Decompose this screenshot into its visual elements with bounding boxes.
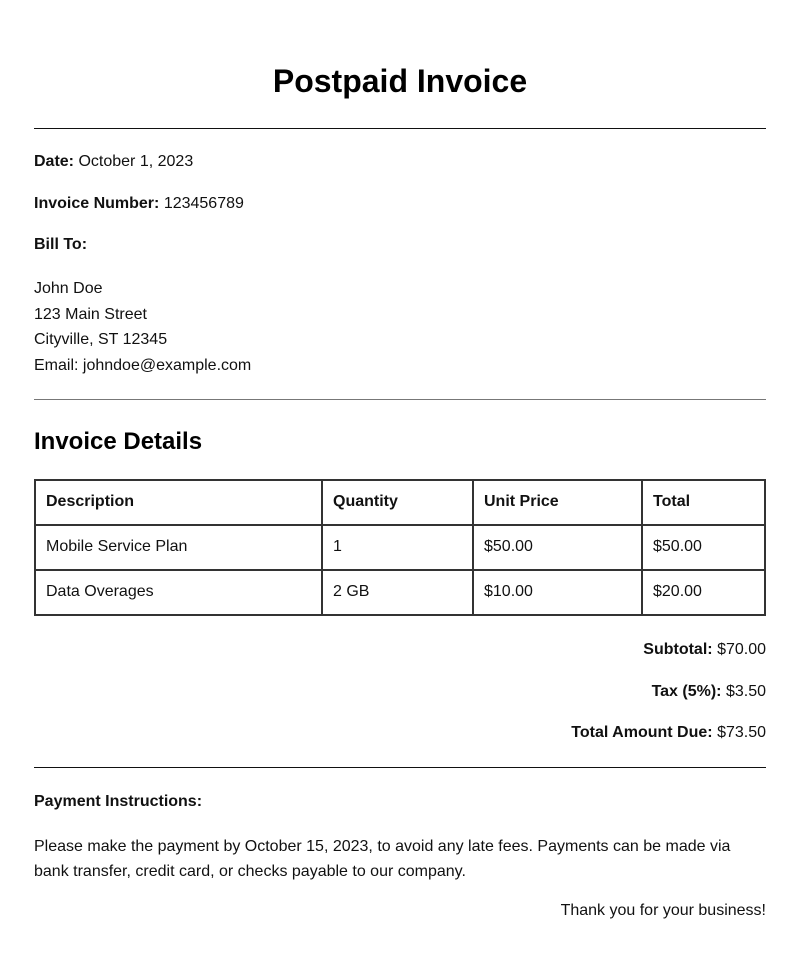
total-due-value: $73.50	[717, 723, 766, 741]
column-header-quantity: Quantity	[322, 480, 473, 525]
cell-description: Mobile Service Plan	[35, 525, 322, 570]
column-header-description: Description	[35, 480, 322, 525]
customer-email: Email: johndoe@example.com	[34, 357, 252, 375]
invoice-date	[34, 152, 766, 172]
table-header-row	[35, 480, 765, 525]
divider-middle	[34, 399, 766, 400]
invoice-number	[34, 194, 766, 214]
cell-description: Data Overages	[35, 570, 322, 615]
invoice-details-heading: Invoice Details	[34, 427, 203, 455]
billing-address	[34, 276, 766, 379]
bill-to-label: Bill To:	[34, 236, 88, 253]
tax-value: $3.50	[725, 682, 766, 700]
payment-instructions-heading: Payment Instructions:	[34, 792, 203, 810]
column-header-unit-price: Unit Price	[473, 480, 642, 525]
cell-unit-price: $10.00	[473, 570, 642, 615]
invoice-items-table	[34, 479, 766, 616]
customer-city: Cityville, ST 12345	[34, 331, 168, 349]
cell-quantity: 1	[322, 525, 473, 570]
totals-block	[34, 640, 766, 743]
table-row	[35, 570, 765, 615]
subtotal-value: $70.00	[717, 640, 766, 658]
table-row	[35, 525, 765, 570]
page-title: Postpaid Invoice	[272, 63, 528, 99]
cell-total: $50.00	[642, 525, 765, 570]
thank-you-note: Thank you for your business!	[560, 901, 766, 919]
total-due-line	[34, 723, 766, 743]
divider-bottom	[34, 767, 766, 768]
subtotal-line	[34, 640, 766, 660]
customer-street: 123 Main Street	[34, 305, 147, 323]
invoice-number-value: 123456789	[163, 195, 244, 212]
subtotal-label: Subtotal:	[643, 640, 713, 658]
total-due-label: Total Amount Due:	[571, 723, 713, 741]
tax-line	[34, 682, 766, 702]
invoice-page	[34, 0, 766, 921]
invoice-number-label: Invoice Number:	[34, 195, 160, 212]
divider-top	[34, 128, 766, 129]
cell-quantity: 2 GB	[322, 570, 473, 615]
date-label: Date:	[34, 153, 75, 170]
cell-total: $20.00	[642, 570, 765, 615]
date-value: October 1, 2023	[78, 153, 194, 170]
customer-name: John Doe	[34, 280, 103, 297]
payment-instructions-text: Please make the payment by October 15, 2023, to avoid any late fees. Payments can be made via bank transfer, credit card, or checks payable to our company.	[34, 837, 731, 880]
cell-unit-price: $50.00	[473, 525, 642, 570]
column-header-total: Total	[642, 480, 765, 525]
tax-label: Tax (5%):	[651, 682, 722, 700]
bill-to	[34, 235, 766, 255]
